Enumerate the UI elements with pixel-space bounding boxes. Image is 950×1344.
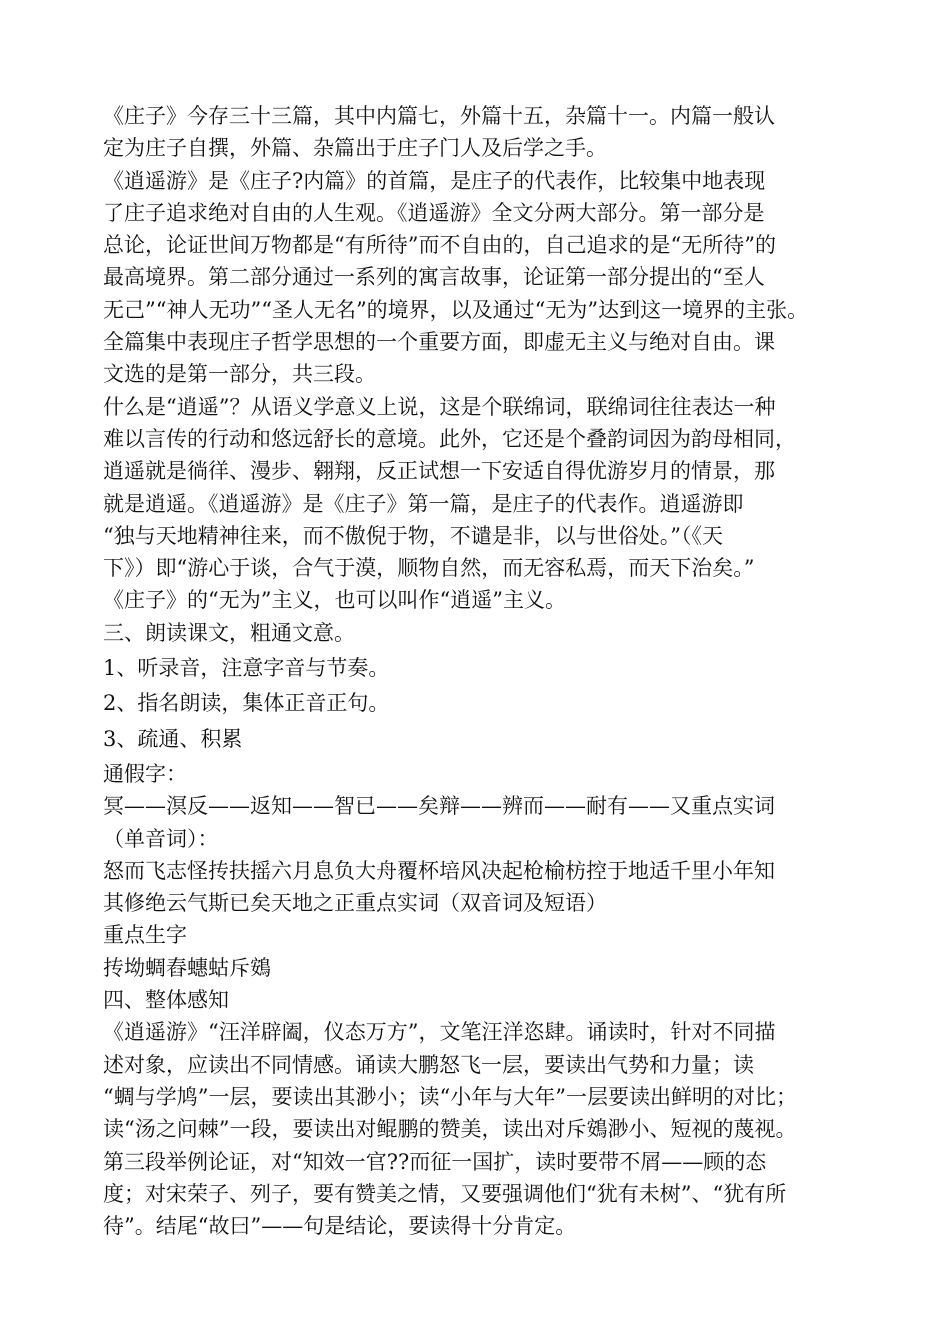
text-line: 待”。结尾“故曰”——句是结论，要读得十分肯定。 — [103, 1214, 577, 1239]
text-line: 定为庄子自撰，外篇、杂篇出于庄子门人及后学之手。 — [103, 136, 607, 161]
text-line: 度；对宋荣子、列子，要有赞美之情，又要强调他们“犹有未树”、“犹有所 — [103, 1181, 787, 1206]
text-line: 《庄子》的“无为”主义，也可以叫作“逍遥”主义。 — [103, 588, 566, 613]
text-line: 最高境界。第二部分通过一系列的寓言故事，论证第一部分提出的“至人 — [103, 265, 765, 290]
text-line: 《庄子》今存三十三篇，其中内篇七，外篇十五，杂篇十一。内篇一般认 — [103, 104, 775, 128]
text-line: 全篇集中表现庄子哲学思想的一个重要方面，即虚无主义与绝对自由。课 — [103, 330, 775, 355]
text-line: （单音词）： — [103, 826, 219, 851]
list-item: 2、指名朗读，集体正音正句。 — [103, 691, 390, 716]
section-heading: 四、整体感知 — [103, 988, 229, 1013]
document-body — [103, 100, 863, 1242]
text-line: 第三段举例论证，对“知效一官??而征一国扩，读时要带不屑——顾的态 — [103, 1149, 767, 1174]
text-line: 其修绝云气斯已矣天地之正重点实词（双音词及短语） — [103, 891, 607, 916]
text-line: 无己”“神人无功”“圣人无名”的境界，以及通过“无为”达到这一境界的主张。 — [103, 297, 809, 322]
text-line: 难以言传的行动和悠远舒长的意境。此外，它还是个叠韵词因为韵母相同， — [103, 426, 796, 451]
text-line: 就是逍遥。《逍遥游》是《庄子》第一篇，是庄子的代表作。逍遥游即 — [103, 491, 744, 516]
text-line: 怒而飞志怪抟扶摇六月息负大舟覆杯培风决起枪榆枋控于地适千里小年知 — [103, 858, 775, 883]
text-line: 了庄子追求绝对自由的人生观。《逍遥游》全文分两大部分。第一部分是 — [103, 200, 765, 225]
list-item: 3、疏通、积累 — [103, 726, 243, 751]
text-line: 读“汤之问棘”一段，要读出对鲲鹏的赞美，读出对斥鴳渺小、短视的蔑视。 — [103, 1117, 797, 1142]
list-item: 1、听录音，注意字音与节奏。 — [103, 656, 390, 681]
section-heading: 三、朗读课文，粗通文意。 — [103, 620, 355, 645]
subheading: 重点生字 — [103, 923, 187, 948]
text-line: 述对象，应读出不同情感。诵读大鹏怒飞一层，要读出气势和力量；读 — [103, 1052, 754, 1077]
text-line: 抟坳蜩舂蟪蛄斥鴳 — [103, 955, 271, 980]
text-line: 文选的是第一部分，共三段。 — [103, 362, 376, 387]
subheading: 通假字： — [103, 761, 187, 786]
text-line: 《逍遥游》“汪洋辟阖，仪态万方”，文笔汪洋恣肆。诵读时，针对不同描 — [103, 1020, 776, 1045]
text-line: 总论，论证世间万物都是“有所待”而不自由的，自己追求的是“无所待”的 — [103, 233, 776, 258]
text-line: 逍遥就是徜徉、漫步、翱翔，反正试想一下安适自得优游岁月的情景，那 — [103, 459, 775, 484]
text-line: 冥——溟反——返知——智已——矣辩——辨而——耐有——又重点实词 — [103, 794, 775, 819]
text-line: “独与天地精神往来，而不傲倪于物，不谴是非，以与世俗处。”（《天 — [103, 523, 723, 548]
text-line: 《逍遥游》是《庄子?内篇》的首篇，是庄子的代表作，比较集中地表现 — [103, 168, 766, 193]
text-line: 下》）即“游心于谈，合气于漠，顺物自然，而无容私焉，而天下治矣。” — [103, 556, 755, 581]
text-line: 什么是“逍遥”？从语义学意义上说，这是个联绵词，联绵词往往表达一种 — [103, 394, 776, 419]
text-line: “蜩与学鸠”一层，要读出其渺小；读“小年与大年”一层要读出鲜明的对比； — [103, 1084, 797, 1109]
